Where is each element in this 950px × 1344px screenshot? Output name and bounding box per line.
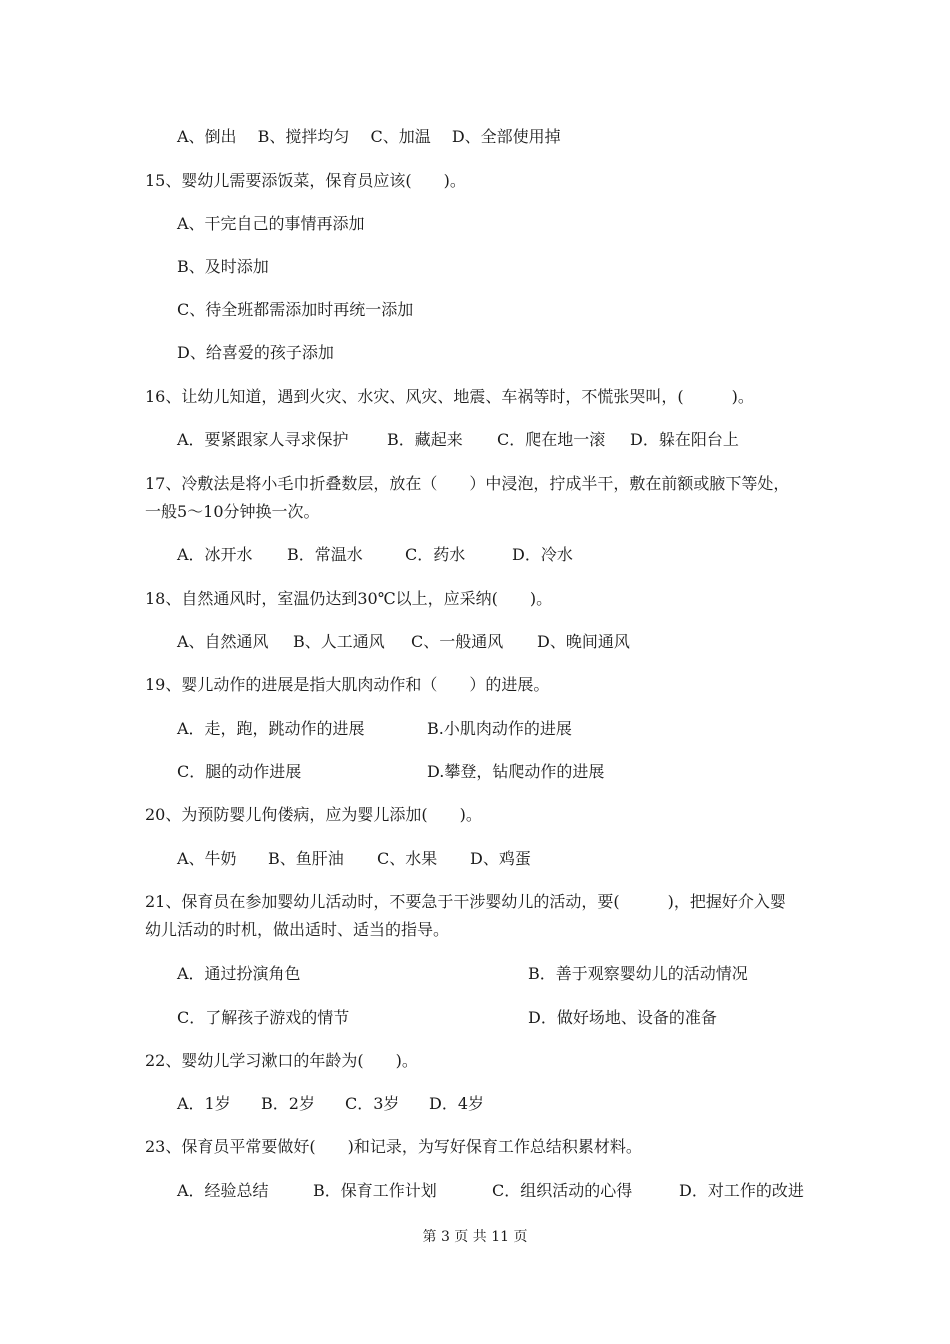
q17-option-a: A．冰开水 <box>177 545 253 564</box>
q17-option-b: B．常温水 <box>287 545 363 564</box>
q22-option-c: C．3岁 <box>345 1094 400 1113</box>
q23-option-d: D．对工作的改进 <box>679 1181 804 1200</box>
q20-option-d: D、鸡蛋 <box>470 849 531 868</box>
q20-option-a: A、牛奶 <box>177 849 237 868</box>
q18-option-b: B、人工通风 <box>293 632 385 651</box>
q18-stem: 18、自然通风时，室温仍达到30℃以上，应采纳( )。 <box>145 589 553 608</box>
q21-option-c: C．了解孩子游戏的情节 <box>177 1008 350 1027</box>
q22-option-b: B．2岁 <box>261 1094 315 1113</box>
q18-option-a: A、自然通风 <box>177 632 269 651</box>
q16-option-a: A．要紧跟家人寻求保护 <box>177 430 349 449</box>
q21-stem-line2: 幼儿活动的时机，做出适时、适当的指导。 <box>145 920 450 939</box>
q21-option-d: D．做好场地、设备的准备 <box>528 1008 717 1027</box>
q18-option-c: C、一般通风 <box>411 632 504 651</box>
q14-options: A、倒出 B、搅拌均匀 C、加温 D、全部使用掉 <box>177 127 561 146</box>
q22-stem: 22、婴幼儿学习漱口的年龄为( )。 <box>145 1051 418 1070</box>
q16-option-c: C．爬在地一滚 <box>497 430 606 449</box>
q16-stem: 16、让幼儿知道，遇到火灾、水灾、风灾、地震、车祸等时，不慌张哭叫，( )。 <box>145 387 754 406</box>
q22-option-a: A．1岁 <box>177 1094 231 1113</box>
q17-option-d: D．冷水 <box>512 545 573 564</box>
q21-stem-line1: 21、保育员在参加婴幼儿活动时，不要急于干涉婴幼儿的活动，要( )，把握好介入婴 <box>145 892 786 911</box>
q20-stem: 20、为预防婴儿佝偻病，应为婴儿添加( )。 <box>145 805 482 824</box>
q21-option-b: B．善于观察婴幼儿的活动情况 <box>528 964 748 983</box>
q19-option-b: B.小肌肉动作的进展 <box>427 719 572 738</box>
q17-option-c: C．药水 <box>405 545 466 564</box>
q20-option-c: C、水果 <box>377 849 438 868</box>
q15-option-d: D、给喜爱的孩子添加 <box>177 343 334 362</box>
q23-stem: 23、保育员平常要做好( )和记录，为写好保育工作总结积累材料。 <box>145 1137 642 1156</box>
q21-option-a: A．通过扮演角色 <box>177 964 301 983</box>
q23-option-c: C．组织活动的心得 <box>492 1181 633 1200</box>
q19-option-c: C．腿的动作进展 <box>177 762 302 781</box>
q15-option-b: B、及时添加 <box>177 257 269 276</box>
q16-option-b: B．藏起来 <box>387 430 463 449</box>
q20-option-b: B、鱼肝油 <box>268 849 344 868</box>
q15-option-c: C、待全班都需添加时再统一添加 <box>177 300 414 319</box>
q22-option-d: D．4岁 <box>429 1094 485 1113</box>
q16-option-d: D．躲在阳台上 <box>630 430 739 449</box>
q19-option-d: D.攀登，钻爬动作的进展 <box>427 762 605 781</box>
q19-stem: 19、婴儿动作的进展是指大肌肉动作和（ ）的进展。 <box>145 675 550 694</box>
q23-option-a: A．经验总结 <box>177 1181 269 1200</box>
q18-option-d: D、晚间通风 <box>537 632 630 651</box>
q15-stem: 15、婴幼儿需要添饭菜，保育员应该( )。 <box>145 171 466 190</box>
q23-option-b: B．保育工作计划 <box>313 1181 437 1200</box>
q17-stem-line1: 17、冷敷法是将小毛巾折叠数层，放在（ ）中浸泡，拧成半干，敷在前额或腋下等处， <box>145 474 790 493</box>
q15-option-a: A、干完自己的事情再添加 <box>177 214 365 233</box>
q19-option-a: A．走，跑，跳动作的进展 <box>177 719 365 738</box>
q17-stem-line2: 一般5～10分钟换一次。 <box>145 502 320 521</box>
page-footer: 第 3 页 共 11 页 <box>422 1229 528 1245</box>
